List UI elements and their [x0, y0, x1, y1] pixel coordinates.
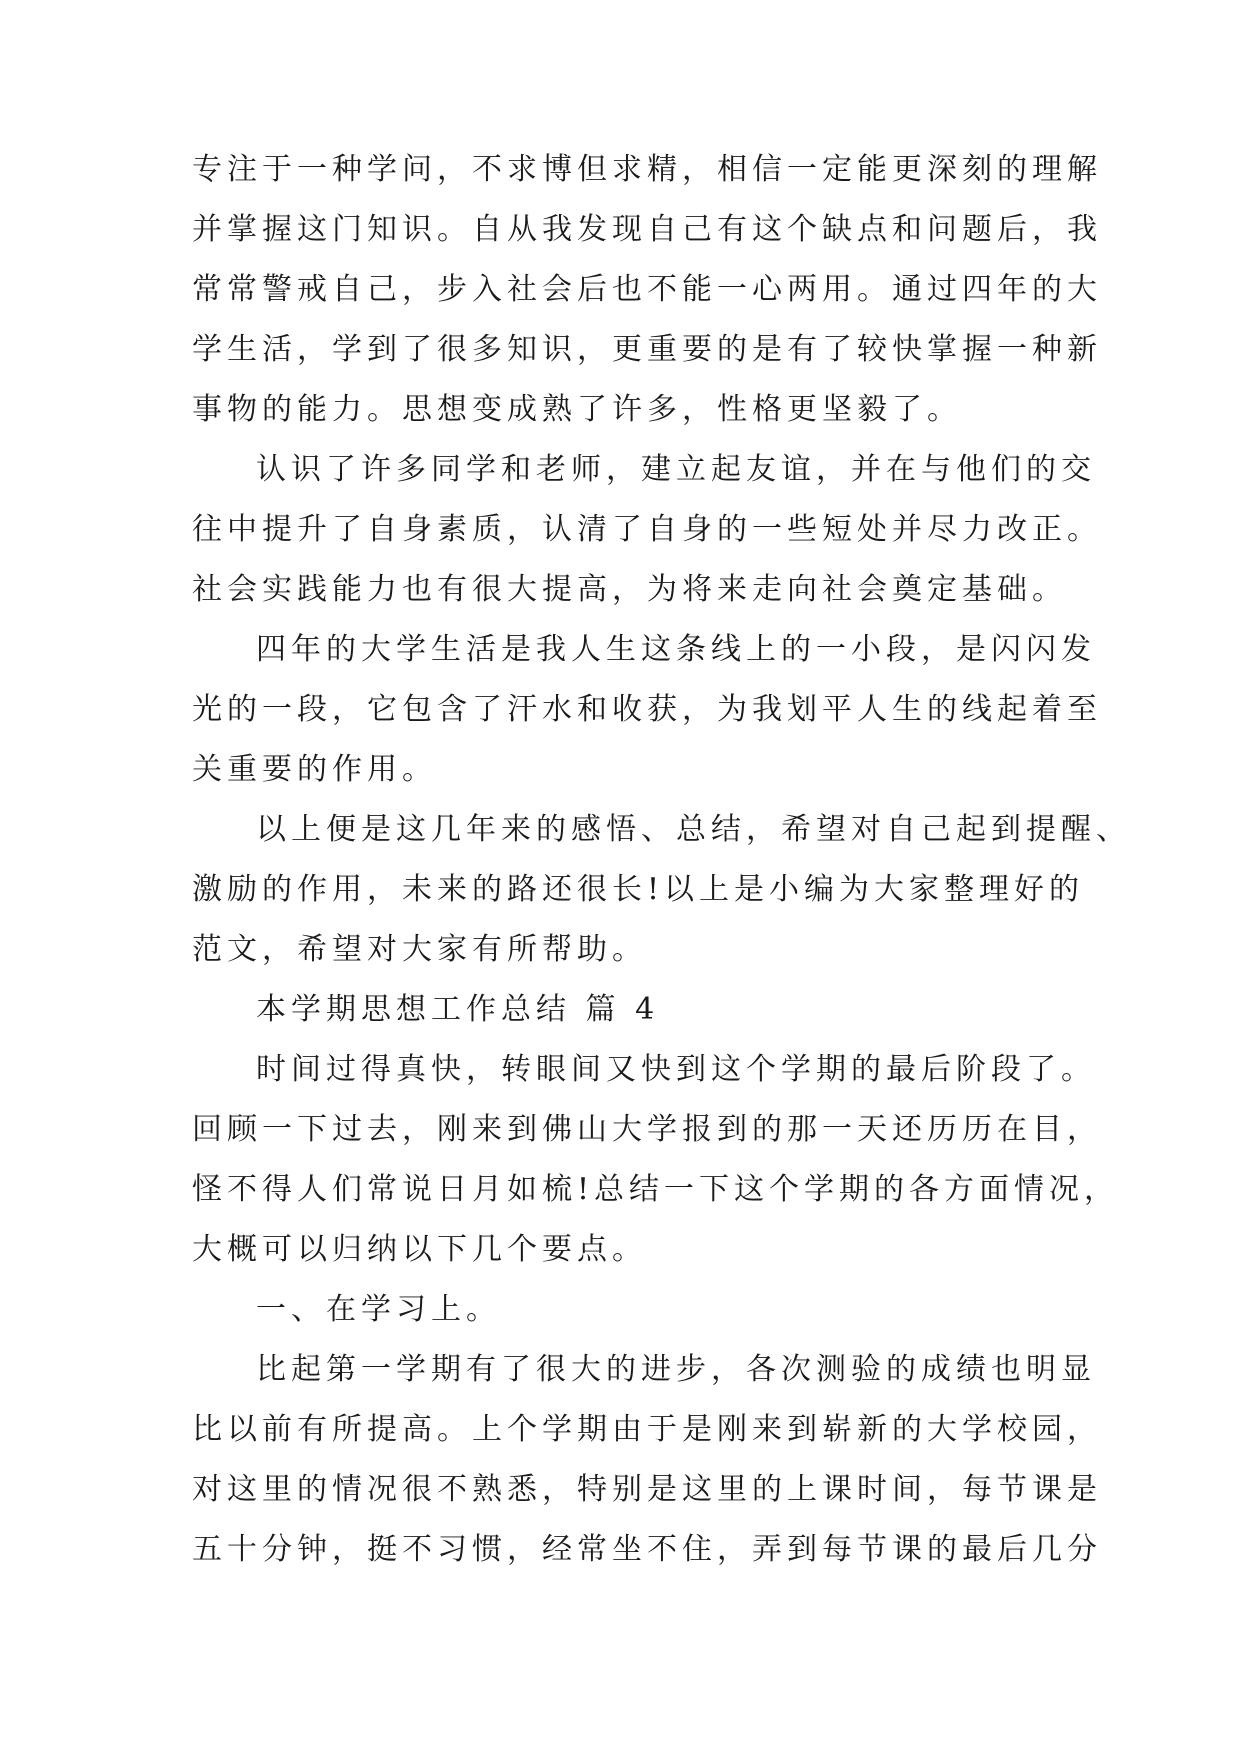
text-line: 专注于一种学问，不求博但求精，相信一定能更深刻的理解: [192, 152, 1102, 187]
text-line: 光的一段，它包含了汗水和收获，为我划平人生的线起着至: [192, 692, 1102, 727]
text-line: 并掌握这门知识。自从我发现自己有这个缺点和问题后，我: [192, 212, 1102, 247]
text-line: 怪不得人们常说日月如梳!总结一下这个学期的各方面情况，: [192, 1172, 1120, 1207]
text-line: 往中提升了自身素质，认清了自身的一些短处并尽力改正。: [192, 512, 1102, 547]
text-line: 激励的作用，未来的路还很长!以上是小编为大家整理好的: [192, 872, 1085, 907]
text-line: 对这里的情况很不熟悉，特别是这里的上课时间，每节课是: [192, 1472, 1102, 1507]
paragraph-first-line: 认识了许多同学和老师，建立起友谊，并在与他们的交: [256, 452, 1096, 487]
text-line: 事物的能力。思想变成熟了许多，性格更坚毅了。: [192, 392, 962, 427]
text-line: 学生活，学到了很多知识，更重要的是有了较快掌握一种新: [192, 332, 1102, 367]
paragraph-first-line: 时间过得真快，转眼间又快到这个学期的最后阶段了。: [256, 1052, 1096, 1087]
text-line: 常常警戒自己，步入社会后也不能一心两用。通过四年的大: [192, 272, 1102, 307]
text-line: 范文，希望对大家有所帮助。: [192, 932, 647, 967]
text-line: 回顾一下过去，刚来到佛山大学报到的那一天还历历在目，: [192, 1112, 1102, 1147]
text-line: 社会实践能力也有很大提高，为将来走向社会奠定基础。: [192, 572, 1067, 607]
paragraph-first-line: 以上便是这几年来的感悟、总结，希望对自己起到提醒、: [256, 812, 1131, 847]
subsection-heading: 一、在学习上。: [256, 1292, 501, 1327]
paragraph-first-line: 四年的大学生活是我人生这条线上的一小段，是闪闪发: [256, 632, 1096, 667]
section-heading: 本学期思想工作总结 篇 4: [256, 992, 660, 1027]
text-line: 大概可以归纳以下几个要点。: [192, 1232, 647, 1267]
text-line: 比以前有所提高。上个学期由于是刚来到崭新的大学校园，: [192, 1412, 1102, 1447]
paragraph-first-line: 比起第一学期有了很大的进步，各次测验的成绩也明显: [256, 1352, 1096, 1387]
text-line: 五十分钟，挺不习惯，经常坐不住，弄到每节课的最后几分: [192, 1532, 1102, 1567]
body-text: [192, 140, 1131, 1580]
text-line: 关重要的作用。: [192, 752, 437, 787]
